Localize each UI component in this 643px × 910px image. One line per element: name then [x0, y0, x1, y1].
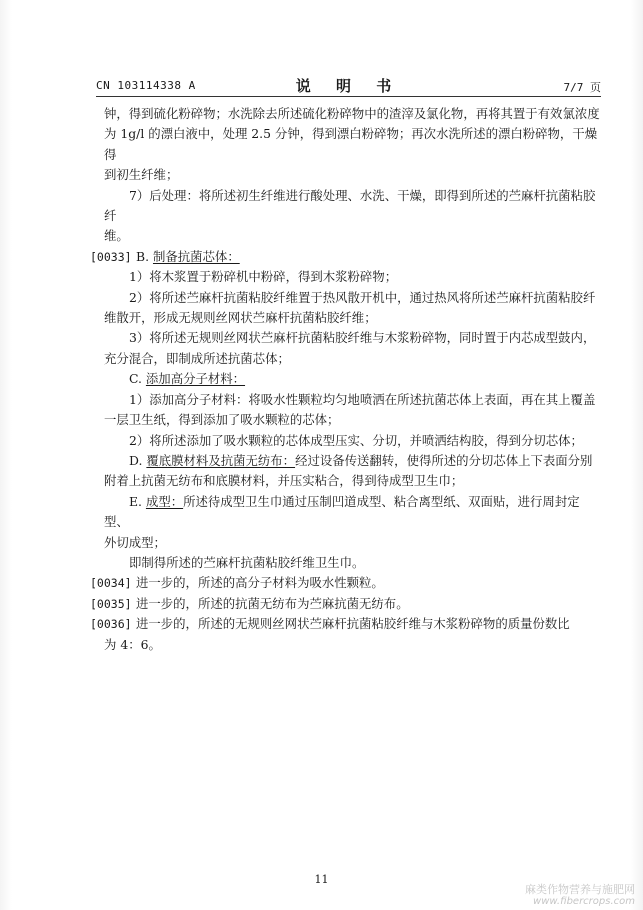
- text-line: 即制得所述的苎麻杆抗菌粘胶纤维卫生巾。: [129, 554, 365, 570]
- text-line: 1）将木浆置于粉碎机中粉碎，得到木浆粉碎物；: [129, 269, 398, 285]
- text-line: 到初生纤维；: [104, 167, 179, 183]
- text-line: 附着上抗菌无纺布和底膜材料，并压实粘合，得到待成型卫生巾；: [104, 473, 464, 489]
- paragraph-number: [0034]: [90, 576, 132, 591]
- section-c: [104, 369, 604, 389]
- paragraph-number: [0036]: [90, 617, 132, 632]
- section-e: [104, 492, 604, 533]
- section-letter: C.: [129, 371, 146, 387]
- text-line: 2）将所述苎麻杆抗菌粘胶纤维置于热风散开机中，通过热风将所述苎麻杆抗菌粘胶纤: [129, 289, 596, 305]
- watermark-url: www.fibercrops.com: [533, 896, 635, 907]
- text-line: 1）添加高分子材料：将吸水性颗粒均匀地喷洒在所述抗菌芯体上表面，再在其上覆盖: [129, 391, 596, 407]
- text-line: 7）后处理：将所述初生纤维进行酸处理、水洗、干燥，即得到所述的苎麻杆抗菌粘胶纤: [104, 187, 596, 224]
- section-d: [104, 451, 604, 471]
- page-number: 11: [314, 873, 329, 886]
- patent-number: CN 103114338 A: [96, 79, 196, 92]
- watermark-site-name: 麻类作物营养与施肥网: [525, 883, 635, 896]
- section-letter: B.: [136, 248, 153, 264]
- section-heading: 覆底膜材料及抗菌无纺布：: [146, 452, 296, 468]
- watermark: [525, 883, 635, 908]
- text-line: 为 1g/l 的漂白液中，处理 2.5 分钟，得到漂白粉碎物；再次水洗所述的漂白粉碎物，干燥得: [104, 126, 598, 162]
- paragraph-0033: [90, 247, 604, 267]
- document-title: 说 明 书: [295, 77, 402, 95]
- text-line: 2）将所述添加了吸水颗粒的芯体成型压实、分切，并喷洒结构胶，得到分切芯体；: [129, 432, 583, 448]
- section-heading: 添加高分子材料：: [145, 371, 246, 387]
- document-body: [90, 104, 604, 655]
- text-line: 外切成型；: [104, 534, 166, 550]
- paragraph-text: 进一步的，所述的高分子材料为吸水性颗粒。: [136, 575, 384, 591]
- text-line: 充分混合，即制成所述抗菌芯体；: [104, 350, 290, 366]
- section-heading: 成型：: [145, 493, 184, 509]
- paragraph-0036: [90, 614, 604, 634]
- paragraph-number: [0033]: [90, 249, 132, 264]
- section-text: 经过设备传送翻转，使得所述的分切芯体上下表面分别: [295, 452, 593, 468]
- page-indicator: 7/7 页: [563, 81, 601, 94]
- text-line: 维散开，形成无规则丝网状苎麻杆抗菌粘胶纤维；: [104, 310, 377, 326]
- paragraph-number: [0035]: [90, 596, 132, 611]
- paragraph-0035: [90, 594, 604, 614]
- text-line: 3）将所述无规则丝网状苎麻杆抗菌粘胶纤维与木浆粉碎物，同时置于内芯成型鼓内，: [129, 330, 596, 346]
- section-letter: E.: [129, 493, 146, 509]
- text-line: 维。: [104, 228, 129, 244]
- page-header: [96, 76, 601, 97]
- text-line: 钟，得到硫化粉碎物；水洗除去所述硫化粉碎物中的渣滓及氯化物，再将其置于有效氯浓度: [104, 106, 600, 121]
- paragraph-text: 进一步的，所述的无规则丝网状苎麻杆抗菌粘胶纤维与木浆粉碎物的质量份数比: [136, 616, 570, 632]
- section-heading: 制备抗菌芯体：: [152, 248, 240, 264]
- text-line: 为 4：6。: [104, 636, 161, 652]
- paragraph-text: 进一步的，所述的抗菌无纺布为苎麻抗菌无纺布。: [136, 595, 409, 611]
- paragraph-0034: [90, 573, 604, 593]
- section-letter: D.: [129, 452, 147, 468]
- text-line: 一层卫生纸，得到添加了吸水颗粒的芯体；: [104, 412, 340, 428]
- section-text: 所述待成型卫生巾通过压制凹道成型、粘合离型纸、双面贴，进行周封定型、: [104, 493, 580, 530]
